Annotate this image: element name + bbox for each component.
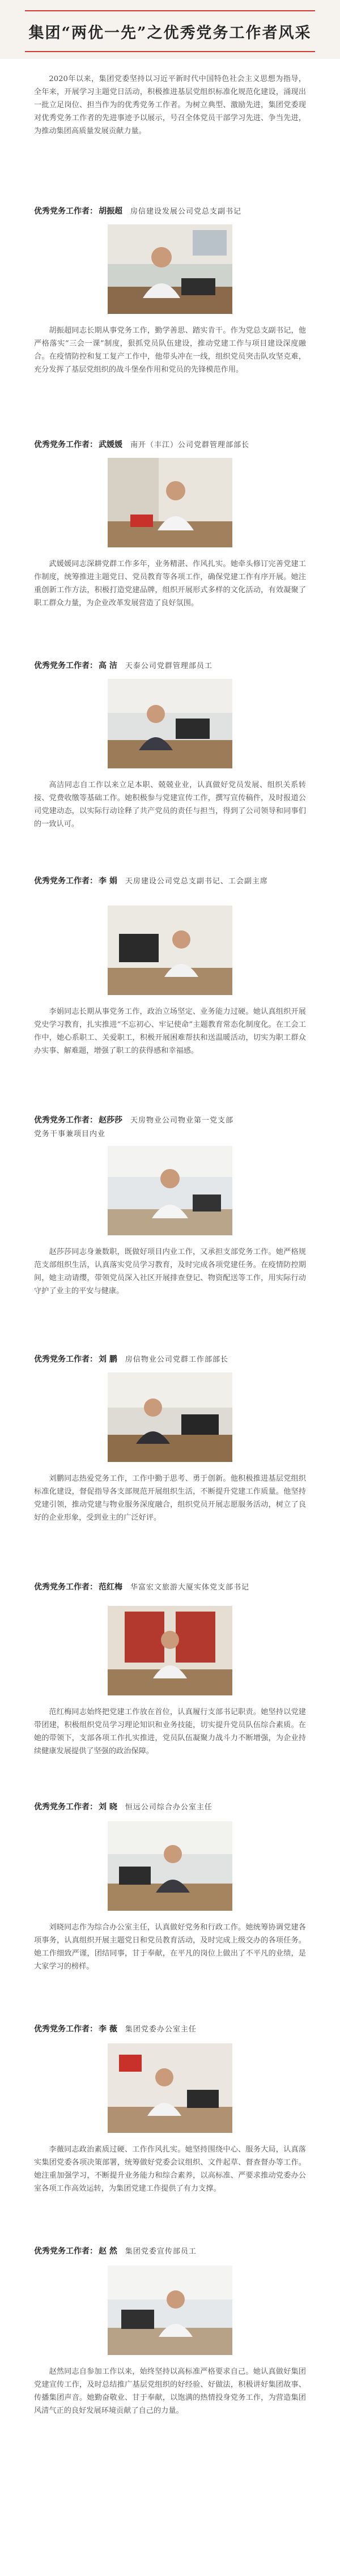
title-header: [0, 0, 340, 59]
section-9-label: 优秀党务工作者： 李 薇 集团党委办公室主任: [34, 2025, 197, 2034]
section-5-photo: [108, 1146, 232, 1235]
section-1-text: 胡振超同志长期从事党务工作，勤学善思、踏实肯干。作为党总支副书记，他严格落实“三会一课”制度，狠抓党员队伍建设，推动党建工作与项目建设深度融合。在疫情防控和复工复产工作中，他带头冲在一线，组织党员突击队攻坚克难，充分发挥了基层党组织的战斗堡垒作用和党员的先锋模范作用。: [34, 326, 306, 374]
section-2-role: 优秀党务工作者: [34, 440, 90, 449]
section-10-label: 优秀党务工作者： 赵 然 集团党委宣传部员工: [34, 2247, 197, 2256]
section-10-name: 赵 然: [99, 2247, 117, 2256]
section-8-role: 优秀党务工作者: [34, 1803, 90, 1812]
section-8-name: 刘 晓: [99, 1803, 117, 1812]
section-4-label: 优秀党务工作者： 李 娟 天房建设公司党总支副书记、工会副主席: [34, 877, 268, 886]
section-5-org2: 党务干事兼项目内业: [34, 1130, 106, 1138]
page-title: 集团“两优一先”之优秀党务工作者风采: [28, 24, 312, 42]
section-7-label: 优秀党务工作者： 范红梅 华富宏文旅游大厦实体党支部书记: [34, 1583, 250, 1592]
section-5-name: 赵莎莎: [99, 1116, 122, 1125]
section-2-org: 南开（丰江）公司党群管理部部长: [130, 441, 250, 449]
section-6-org: 房信物业公司党群工作部部长: [125, 1355, 228, 1364]
section-2-photo: [108, 458, 232, 547]
section-4-photo: [108, 906, 232, 995]
section-3-text: 高洁同志自工作以来立足本职、兢兢业业，认真做好党员发展、组织关系转接、党费收缴等基础工作。她积极参与党建宣传工作，撰写宣传稿件，及时报道公司党建动态，以实际行动诠释了共产党员的责任与担当，得到了公司领导和同事们的一致认可。: [34, 781, 306, 828]
section-5-role: 优秀党务工作者: [34, 1116, 90, 1125]
section-7-name: 范红梅: [99, 1583, 122, 1592]
section-1-name: 胡振超: [99, 207, 122, 216]
top-divider: [25, 10, 315, 11]
section-7-org: 华富宏文旅游大厦实体党支部书记: [130, 1583, 250, 1592]
intro-paragraph: 2020年以来，集团党委坚持以习近平新时代中国特色社会主义思想为指导，全年来，开展学习主题党日活动，积极推进基层党组织标准化规范化建设，涌现出一批立足岗位、担当作为的优秀党务工作者。为树立典型、激励先进，集团党委现对优秀党务工作者的先进事迹予以展示，号召全体党员干部学习先进、争当先进，为推动集团高质量发展贡献力量。: [34, 75, 306, 135]
section-1-photo: [108, 224, 232, 314]
section-9-role: 优秀党务工作者: [34, 2025, 90, 2034]
section-9-text: 李薇同志政治素质过硬、工作作风扎实。她坚持围绕中心、服务大局，认真落实集团党委各项决策部署，统筹做好党委会议组织、文件起草、督查督办等工作。她注重加强学习，不断提升业务能力和综合素养，以高标准、严要求推动党委办公室各项工作高效运转，为集团党建工作提供了有力支撑。: [34, 2145, 306, 2193]
section-2-text: 武媛媛同志深耕党群工作多年，业务精湛、作风扎实。她牵头修订完善党建工作制度，统筹推进主题党日、党员教育等各项工作，确保党建工作有序开展。她注重创新工作方法，积极打造党建品牌，组织开展形式多样的文化活动，有效凝聚了职工群众力量，为企业改革发展营造了良好氛围。: [34, 560, 306, 607]
section-6-name: 刘 鹏: [99, 1355, 117, 1364]
section-10-role: 优秀党务工作者: [34, 2247, 90, 2256]
section-6-role: 优秀党务工作者: [34, 1355, 90, 1364]
section-9-org: 集团党委办公室主任: [125, 2025, 197, 2034]
section-10-photo: [108, 2265, 232, 2355]
section-4-org: 天房建设公司党总支副书记、工会副主席: [125, 877, 268, 886]
section-7-role: 优秀党务工作者: [34, 1583, 90, 1592]
section-8-text: 刘晓同志作为综合办公室主任，认真做好党务和行政工作。她统筹协调党建各项事务，认真组织开展主题党日和党员教育活动，及时完成上级交办的各项任务。她工作细致严谨，团结同事，甘于奉献，在平凡的岗位上做出了不平凡的业绩，是大家学习的榜样。: [34, 1923, 306, 1971]
section-10-text: 赵然同志自参加工作以来，始终坚持以高标准严格要求自己。她认真做好集团党建宣传工作，及时总结推广基层党组织的好经验、好做法，积极讲好集团故事、传播集团声音。她勤奋敬业、甘于奉献，以饱满的热情投身党务工作，为营造集团风清气正的良好发展环境贡献了自己的力量。: [34, 2367, 306, 2415]
section-1-label: 优秀党务工作者： 胡振超 房信建设发展公司党总支副书记: [34, 207, 242, 216]
section-2-name: 武媛媛: [99, 440, 122, 449]
section-10-org: 集团党委宣传部员工: [125, 2247, 197, 2256]
section-4-role: 优秀党务工作者: [34, 877, 90, 886]
section-9-photo: [108, 2043, 232, 2133]
section-6-label: 优秀党务工作者： 刘 鹏 房信物业公司党群工作部部长: [34, 1355, 228, 1364]
section-3-org: 天泰公司党群管理部员工: [125, 662, 212, 670]
section-4-name: 李 娟: [99, 877, 117, 886]
section-5-org: 天房物业公司物业第一党支部: [130, 1116, 234, 1125]
section-8-photo: [108, 1821, 232, 1911]
section-3-photo: [108, 679, 232, 768]
bottom-divider: [25, 51, 315, 52]
section-5-text: 赵莎莎同志身兼数职，既做好项目内业工作，又承担支部党务工作。她严格规范支部组织生活，认真落实党员学习教育，及时完成各项党建任务。在疫情防控期间，她主动请缨，带领党员深入社区开展排查登记、物资配送等工作，用实际行动守护了业主的平安与健康。: [34, 1248, 306, 1295]
section-2-label: 优秀党务工作者： 武媛媛 南开（丰江）公司党群管理部部长: [34, 440, 250, 449]
section-8-label: 优秀党务工作者： 刘 晓 恒远公司综合办公室主任: [34, 1803, 212, 1812]
section-7-text: 范红梅同志始终把党建工作放在首位，认真履行支部书记职责。她坚持以党建带团建，积极组织党员学习理论知识和业务技能，切实提升党员队伍综合素质。在她的带领下，支部各项工作扎实推进，党员队伍凝聚力战斗力不断增强，为企业持续健康发展提供了坚强的政治保障。: [34, 1708, 306, 1755]
section-1-role: 优秀党务工作者: [34, 207, 90, 216]
section-3-label: 优秀党务工作者： 高 洁 天泰公司党群管理部员工: [34, 661, 212, 670]
section-9-name: 李 薇: [99, 2025, 117, 2034]
section-5-label: 优秀党务工作者： 赵莎莎 天房物业公司物业第一党支部 党务干事兼项目内业: [34, 1116, 234, 1138]
section-6-text: 刘鹏同志热爱党务工作，工作中勤于思考、勇于创新。他积极推进基层党组织标准化建设，督促指导各支部规范开展组织生活，不断提升党建工作质量。他坚持党建引领，推动党建与物业服务深度融合，组织党员开展志愿服务活动，树立了良好的企业形象，受到业主的广泛好评。: [34, 1474, 306, 1522]
section-3-role: 优秀党务工作者: [34, 661, 90, 670]
section-1-org: 房信建设发展公司党总支副书记: [130, 207, 242, 216]
section-6-photo: [108, 1372, 232, 1462]
section-3-name: 高 洁: [99, 661, 117, 670]
section-8-org: 恒远公司综合办公室主任: [125, 1803, 212, 1812]
section-4-text: 李娟同志长期从事党务工作，政治立场坚定、业务能力过硬。她认真组织开展党史学习教育，扎实推进“不忘初心、牢记使命”主题教育常态化制度化。在工会工作中，她心系职工、关爱职工，积极开展困难帮扶和送温暖活动，切实为职工群众办实事、解难题，增强了职工的获得感和幸福感。: [34, 1008, 306, 1055]
section-7-photo: [108, 1606, 232, 1695]
